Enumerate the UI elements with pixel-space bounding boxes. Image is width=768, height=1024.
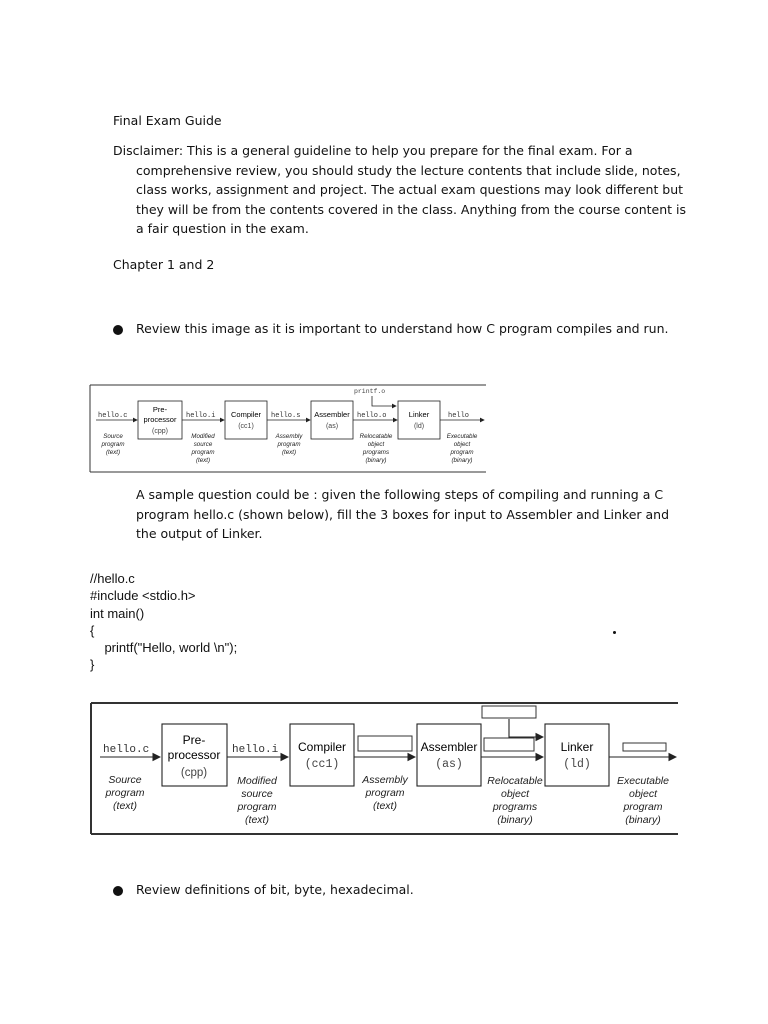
- small-assembler-cmd: (as): [325, 423, 339, 430]
- small-compiler-name: Compiler: [230, 410, 262, 419]
- small-source-cap-3: (text): [105, 449, 121, 456]
- bullet-text: Review this image as it is important to understand how C program compiles and run.: [136, 321, 669, 336]
- modified-file: hello.i: [232, 744, 279, 756]
- small-modified-cap-4: (text): [195, 457, 211, 464]
- code-line: int main(): [90, 605, 145, 621]
- small-exec-cap-1: Executable: [446, 433, 478, 440]
- small-assembly-cap-1: Assembly: [275, 433, 303, 440]
- bullet-dot-icon: [113, 886, 123, 896]
- document-title: Final Exam Guide: [113, 113, 222, 128]
- object-cap-3: programs: [492, 801, 538, 813]
- blank-box-linker-extra-input[interactable]: [482, 706, 536, 718]
- small-linker-name: Linker: [408, 410, 430, 419]
- code-line: #include <stdio.h>: [90, 588, 196, 604]
- small-assembly-cap-3: (text): [281, 449, 297, 456]
- exec-cap-1: Executable: [617, 775, 669, 787]
- exec-cap-4: (binary): [625, 814, 661, 826]
- printf-label: printf.o: [354, 388, 386, 395]
- preprocessor-cmd: (cpp): [180, 767, 208, 779]
- linker-box: [545, 724, 609, 786]
- small-exec-file: hello: [448, 412, 470, 420]
- modified-cap-1: Modified: [237, 775, 277, 787]
- stray-dot: [613, 631, 616, 634]
- small-assembler-name: Assembler: [314, 410, 350, 419]
- code-line: printf("Hello, world \n");: [90, 640, 238, 656]
- object-cap-4: (binary): [497, 814, 533, 826]
- compile-diagram-reference: [88, 382, 490, 476]
- linker-cmd: (ld): [563, 758, 591, 771]
- source-cap-1: Source: [108, 774, 142, 786]
- small-object-cap-2: object: [367, 441, 385, 448]
- small-exec-cap-3: program: [450, 449, 474, 456]
- small-exec-cap-2: object: [453, 441, 471, 448]
- small-preprocessor-cmd: (cpp): [152, 428, 168, 435]
- small-assembly-cap-2: program: [277, 441, 301, 448]
- exec-cap-2: object: [628, 788, 658, 800]
- blank-box-linker-output[interactable]: [623, 743, 666, 751]
- small-exec-cap-4: (binary): [451, 457, 473, 464]
- assembler-name: Assembler: [420, 740, 478, 754]
- source-cap-3: (text): [113, 800, 137, 812]
- linker-name: Linker: [560, 740, 594, 754]
- assembler-cmd: (as): [435, 758, 463, 771]
- code-line: {: [90, 622, 95, 638]
- small-modified-cap-3: program: [191, 449, 215, 456]
- small-modified-cap-1: Modified: [191, 433, 215, 440]
- chapter-heading: Chapter 1 and 2: [113, 257, 215, 272]
- small-compiler-cmd: (cc1): [238, 423, 254, 430]
- small-object-cap-4: (binary): [365, 457, 387, 464]
- sample-question-paragraph: A sample question could be : given the following steps of compiling and running a C program hello.c (shown below), fill the 3 boxes for input to Assembler and Linker and the output of Linker.: [136, 487, 670, 541]
- small-preprocessor-name-2: processor: [143, 415, 177, 424]
- small-source-cap-1: Source: [103, 433, 123, 440]
- small-preprocessor-name-1: Pre-: [152, 405, 168, 414]
- source-file: hello.c: [103, 744, 150, 756]
- assembly-cap-1: Assembly: [362, 774, 408, 786]
- small-object-cap-1: Relocatable: [359, 433, 393, 440]
- blank-box-linker-input[interactable]: [484, 738, 534, 751]
- source-cap-2: program: [105, 787, 145, 799]
- preprocessor-name-2: processor: [167, 748, 221, 762]
- small-source-cap-2: program: [101, 441, 125, 448]
- assembly-cap-2: program: [365, 787, 405, 799]
- code-line: //hello.c: [90, 571, 135, 586]
- compiler-box: [290, 724, 354, 786]
- small-object-file: hello.o: [357, 412, 387, 420]
- code-line: }: [90, 657, 95, 673]
- modified-cap-2: source: [241, 788, 273, 800]
- small-assembler-box: [311, 401, 353, 439]
- small-linker-box: [398, 401, 440, 439]
- compiler-cmd: (cc1): [304, 758, 340, 771]
- compile-diagram-fill-in: [88, 700, 680, 838]
- small-assembly-file: hello.s: [271, 412, 301, 420]
- assembler-box: [417, 724, 481, 786]
- small-object-cap-3: programs: [362, 449, 390, 456]
- object-cap-1: Relocatable: [487, 775, 543, 787]
- bullet-review-definitions: [113, 882, 713, 897]
- bullet-text: Review definitions of bit, byte, hexadecimal.: [136, 882, 414, 897]
- modified-cap-3: program: [237, 801, 277, 813]
- small-linker-cmd: (ld): [413, 423, 425, 430]
- small-source-file: hello.c: [98, 412, 128, 420]
- bullet-dot-icon: [113, 325, 123, 335]
- bullet-review-image: [113, 321, 713, 336]
- assembly-cap-3: (text): [373, 800, 397, 812]
- preprocessor-name-1: Pre-: [182, 733, 206, 747]
- disclaimer-paragraph: Disclaimer: This is a general guideline to help you prepare for the final exam. For a comprehensive review, you should study the lecture contents that include slide, notes, class works, assignment and project. The actual exam questions may look different but they will be from the contents covered in the class. Anything from the course content is a fair question in the exam.: [113, 143, 687, 236]
- small-compiler-box: [225, 401, 267, 439]
- modified-cap-4: (text): [245, 814, 269, 826]
- small-modified-file: hello.i: [186, 412, 216, 420]
- code-block: [90, 570, 237, 674]
- compiler-name: Compiler: [297, 740, 347, 754]
- blank-box-assembler-input[interactable]: [358, 736, 412, 751]
- object-cap-2: object: [500, 788, 530, 800]
- exec-cap-3: program: [623, 801, 663, 813]
- small-modified-cap-2: source: [193, 441, 213, 448]
